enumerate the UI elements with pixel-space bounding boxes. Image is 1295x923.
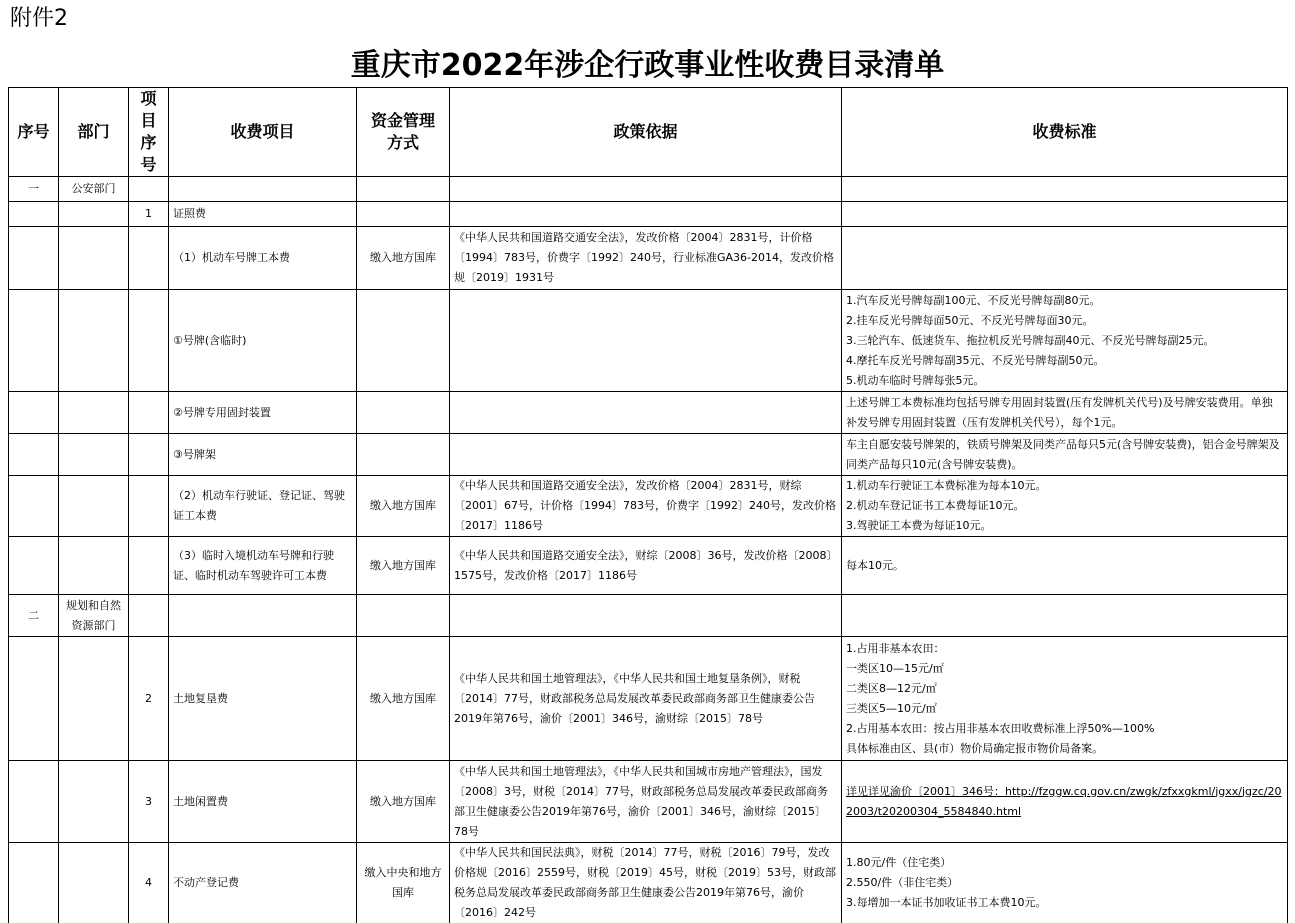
cell-fund: 缴入地方国库 (357, 637, 450, 761)
cell-seq (9, 476, 59, 537)
cell-policy: 《中华人民共和国道路交通安全法》，财综〔2008〕36号，发改价格〔2008〕1575号，发改价格〔2017〕1186号 (450, 537, 842, 595)
cell-policy (450, 290, 842, 392)
cell-standard (842, 177, 1288, 202)
cell-item-seq (129, 290, 169, 392)
cell-item-seq: 4 (129, 843, 169, 923)
table-row (9, 637, 1288, 761)
cell-seq (9, 202, 59, 227)
cell-standard: 1.汽车反光号牌每副100元、不反光号牌每副80元。 2.挂车反光号牌每面50元、不反光号牌每面30元。 3.三轮汽车、低速货车、拖拉机反光号牌每副40元、不反光号牌每副25元。 4.摩托车反光号牌每副35元、不反光号牌每副50元。 5.机动车临时号牌每张5元。 (842, 290, 1288, 392)
cell-standard: 每本10元。 (842, 537, 1288, 595)
cell-fund (357, 177, 450, 202)
fee-table (8, 87, 1288, 923)
cell-fund: 缴入中央和地方国库 (357, 843, 450, 923)
table-row (9, 595, 1288, 637)
cell-policy (450, 392, 842, 434)
cell-fund (357, 290, 450, 392)
cell-dept (59, 227, 129, 290)
cell-fee-item: ①号牌(含临时) (169, 290, 357, 392)
cell-dept (59, 202, 129, 227)
table-row (9, 392, 1288, 434)
cell-policy: 《中华人民共和国道路交通安全法》，发改价格〔2004〕2831号，财综〔2001〕67号，计价格〔1994〕783号，价费字〔1992〕240号，发改价格〔2017〕1186号 (450, 476, 842, 537)
cell-standard: 1.机动车行驶证工本费标准为每本10元。 2.机动车登记证书工本费每证10元。 3.驾驶证工本费为每证10元。 (842, 476, 1288, 537)
cell-policy (450, 177, 842, 202)
col-header-standard: 收费标准 (842, 88, 1288, 177)
cell-item-seq (129, 227, 169, 290)
cell-fee-item: 不动产登记费 (169, 843, 357, 923)
cell-fee-item: （1）机动车号牌工本费 (169, 227, 357, 290)
cell-seq (9, 290, 59, 392)
header-row (9, 88, 1288, 177)
cell-policy (450, 434, 842, 476)
cell-dept: 规划和自然资源部门 (59, 595, 129, 637)
cell-policy: 《中华人民共和国民法典》，财税〔2014〕77号，财税〔2016〕79号，发改价格规〔2016〕2559号，财税〔2019〕45号，财税〔2019〕53号，财政部税务总局发展改革委民政部商务部卫生健康委公告2019年第76号，渝价〔2016〕242号 (450, 843, 842, 923)
cell-item-seq (129, 476, 169, 537)
cell-seq (9, 637, 59, 761)
cell-item-seq: 2 (129, 637, 169, 761)
col-header-fee-item: 收费项目 (169, 88, 357, 177)
cell-fund: 缴入地方国库 (357, 761, 450, 843)
table-row (9, 843, 1288, 923)
cell-fund: 缴入地方国库 (357, 537, 450, 595)
cell-standard: 车主自愿安装号牌架的，铁质号牌架及同类产品每只5元(含号牌安装费)，铝合金号牌架及同类产品每只10元(含号牌安装费)。 (842, 434, 1288, 476)
cell-dept (59, 537, 129, 595)
table-row (9, 434, 1288, 476)
cell-seq: 一 (9, 177, 59, 202)
table-row (9, 202, 1288, 227)
cell-seq (9, 761, 59, 843)
cell-item-seq (129, 392, 169, 434)
cell-fund (357, 202, 450, 227)
cell-fee-item: 土地闲置费 (169, 761, 357, 843)
cell-item-seq: 1 (129, 202, 169, 227)
cell-item-seq (129, 537, 169, 595)
table-row (9, 537, 1288, 595)
table-row (9, 290, 1288, 392)
cell-fee-item: （3）临时入境机动车号牌和行驶证、临时机动车驾驶许可工本费 (169, 537, 357, 595)
cell-standard: 1.占用非基本农田： 一类区10—15元/㎡ 二类区8—12元/㎡ 三类区5—10元/㎡ 2.占用基本农田：按占用非基本农田收费标准上浮50%—100% 具体标准由区、县(市）物价局确定报市物价局备案。 (842, 637, 1288, 761)
table-row (9, 177, 1288, 202)
cell-dept (59, 290, 129, 392)
cell-standard (842, 595, 1288, 637)
cell-fund: 缴入地方国库 (357, 227, 450, 290)
table-row (9, 476, 1288, 537)
cell-dept (59, 476, 129, 537)
cell-seq (9, 537, 59, 595)
cell-dept: 公安部门 (59, 177, 129, 202)
cell-fee-item: 土地复垦费 (169, 637, 357, 761)
attachment-label: 附件2 (10, 4, 68, 34)
cell-policy (450, 595, 842, 637)
col-header-dept: 部门 (59, 88, 129, 177)
page-title: 重庆市2022年涉企行政事业性收费目录清单 (0, 46, 1295, 86)
cell-policy: 《中华人民共和国土地管理法》，《中华人民共和国城市房地产管理法》，国发〔2008〕3号，财税〔2014〕77号，财政部税务总局发展改革委民政部商务部卫生健康委公告2019年第76号，渝价〔2001〕346号，渝财综〔2015〕78号 (450, 761, 842, 843)
col-header-fund-mgmt: 资金管理 方式 (357, 88, 450, 177)
cell-standard: 上述号牌工本费标准均包括号牌专用固封装置(压有发牌机关代号)及号牌安装费用。单独补发号牌专用固封装置（压有发牌机关代号），每个1元。 (842, 392, 1288, 434)
cell-policy (450, 202, 842, 227)
col-header-policy: 政策依据 (450, 88, 842, 177)
cell-fee-item (169, 177, 357, 202)
cell-standard (842, 202, 1288, 227)
table-row (9, 761, 1288, 843)
cell-item-seq (129, 595, 169, 637)
cell-policy: 《中华人民共和国土地管理法》，《中华人民共和国土地复垦条例》，财税〔2014〕77号，财政部税务总局发展改革委民政部商务部卫生健康委公告2019年第76号，渝价〔2001〕346号，渝财综〔2015〕78号 (450, 637, 842, 761)
cell-fee-item: ③号牌架 (169, 434, 357, 476)
cell-fund (357, 434, 450, 476)
cell-fee-item: （2）机动车行驶证、登记证、驾驶证工本费 (169, 476, 357, 537)
cell-dept (59, 434, 129, 476)
cell-policy: 《中华人民共和国道路交通安全法》，发改价格〔2004〕2831号，计价格〔1994〕783号，价费字〔1992〕240号，行业标准GA36-2014，发改价格规〔2019〕1931号 (450, 227, 842, 290)
cell-seq: 二 (9, 595, 59, 637)
cell-dept (59, 637, 129, 761)
cell-fee-item: ②号牌专用固封装置 (169, 392, 357, 434)
policy-link[interactable]: 详见详见渝价〔2001〕346号：http://fzggw.cq.gov.cn/zwgk/zfxxgkml/jgxx/jgzc/202003/t20200304_5584840.html (842, 761, 1288, 843)
cell-fee-item: 证照费 (169, 202, 357, 227)
cell-seq (9, 843, 59, 923)
table-row (9, 227, 1288, 290)
cell-standard (842, 227, 1288, 290)
col-header-item-seq: 项目 序号 (129, 88, 169, 177)
cell-standard: 1.80元/件（住宅类） 2.550/件（非住宅类） 3.每增加一本证书加收证书工本费10元。 (842, 843, 1288, 923)
cell-fund (357, 595, 450, 637)
cell-seq (9, 392, 59, 434)
cell-item-seq: 3 (129, 761, 169, 843)
cell-item-seq (129, 177, 169, 202)
cell-dept (59, 761, 129, 843)
cell-seq (9, 227, 59, 290)
cell-seq (9, 434, 59, 476)
cell-fund: 缴入地方国库 (357, 476, 450, 537)
cell-item-seq (129, 434, 169, 476)
cell-dept (59, 392, 129, 434)
cell-fee-item (169, 595, 357, 637)
col-header-seq: 序号 (9, 88, 59, 177)
cell-fund (357, 392, 450, 434)
cell-dept (59, 843, 129, 923)
